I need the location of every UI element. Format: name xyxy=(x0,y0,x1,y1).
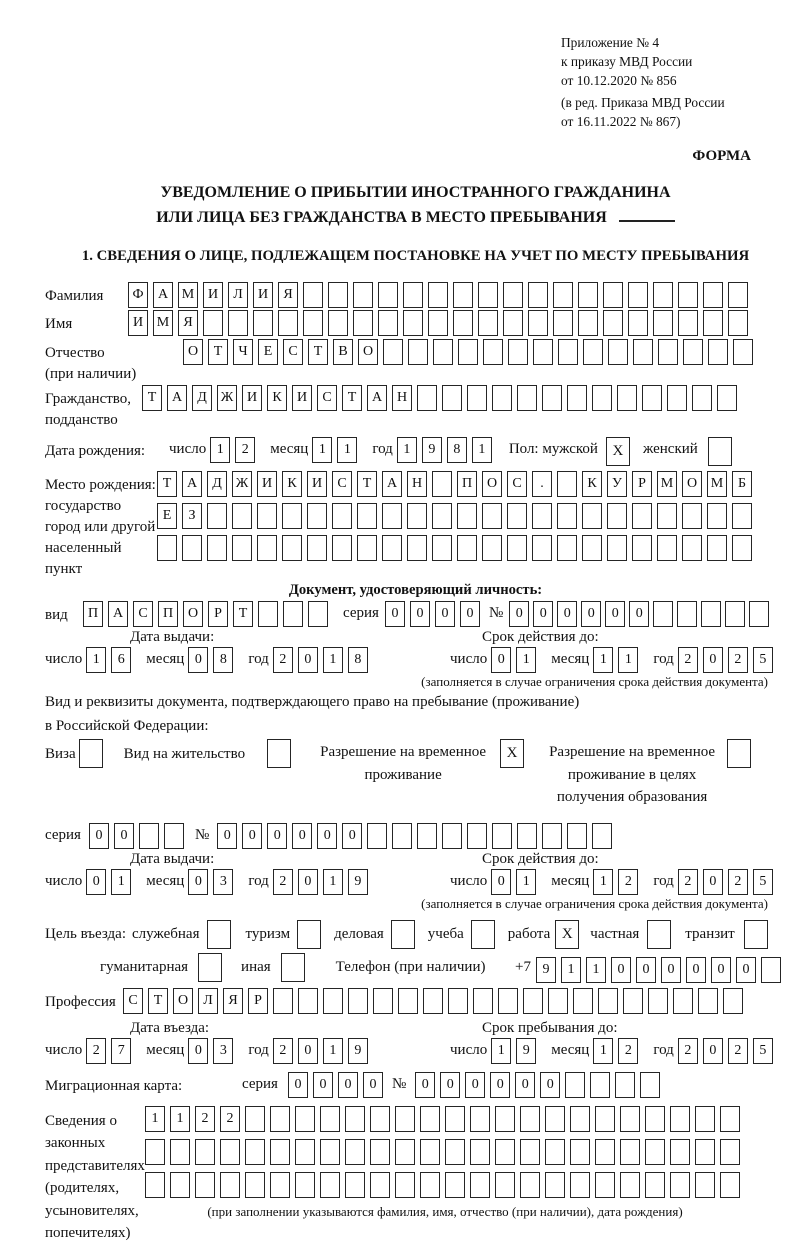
purpose-business-checkbox[interactable] xyxy=(391,920,420,949)
purpose-business-official-checkbox[interactable] xyxy=(207,920,236,949)
representatives-row2-boxes[interactable] xyxy=(145,1139,745,1165)
day-label: число xyxy=(45,1041,83,1058)
birth-place-row2-boxes[interactable]: Е З xyxy=(157,503,757,529)
surname-label: Фамилия xyxy=(45,288,104,305)
purpose-row2 xyxy=(45,953,786,983)
doc-kind-boxes[interactable]: П А С П О Р Т xyxy=(83,601,333,627)
representatives-row3-boxes[interactable] xyxy=(145,1172,745,1198)
migration-card-label: Миграционная карта: xyxy=(45,1077,183,1094)
representatives-note: (при заполнении указываются фамилия, имя, отчество (при наличии), дата рождения) xyxy=(207,1203,683,1219)
id-issue-month-boxes[interactable]: 0 8 xyxy=(188,647,238,673)
patronymic-boxes[interactable]: О Т Ч Е С Т В О xyxy=(183,339,758,365)
stay-until-heading: Срок пребывания до: xyxy=(482,1019,618,1036)
place-blank-line xyxy=(619,208,675,222)
day-label: число xyxy=(450,872,488,889)
visa-option xyxy=(45,739,108,768)
profession-row xyxy=(45,988,786,1014)
birth-year-boxes[interactable]: 1 9 8 1 xyxy=(397,437,497,463)
residence-permit-checkbox[interactable] xyxy=(267,739,296,768)
migration-card-row xyxy=(45,1072,786,1098)
residence-doc-intro1: Вид и реквизиты документа, подтверждающего право на пребывание (проживание) xyxy=(45,694,580,711)
residence-doc-types xyxy=(45,739,786,809)
birth-place-row3-boxes[interactable] xyxy=(157,535,757,561)
visa-checkbox[interactable] xyxy=(79,739,108,768)
form-title-line1: УВЕДОМЛЕНИЕ О ПРИБЫТИИ ИНОСТРАННОГО ГРАЖДАНИНА xyxy=(160,183,671,201)
purpose-tourism-checkbox[interactable] xyxy=(297,920,326,949)
identity-doc-heading: Документ, удостоверяющий личность: xyxy=(288,582,543,599)
id-expiry-month-boxes[interactable]: 1 1 xyxy=(593,647,643,673)
permit-number-label: № xyxy=(194,826,210,843)
citizenship-row xyxy=(45,385,786,431)
permit-expiry-year-boxes[interactable]: 2 0 2 5 xyxy=(678,869,778,895)
day-label: число xyxy=(45,872,83,889)
header-note xyxy=(45,34,786,167)
migcard-number-boxes[interactable]: 0 0 0 0 0 0 xyxy=(415,1072,665,1098)
stay-month-boxes[interactable]: 1 2 xyxy=(593,1038,643,1064)
purpose-label: Цель въезда: xyxy=(45,925,126,942)
edu-permit-option xyxy=(549,739,756,809)
purpose-row1 xyxy=(45,920,786,949)
visa-label: Виза xyxy=(45,746,76,763)
given-name-boxes[interactable]: И М Я xyxy=(128,310,753,336)
year-label: год xyxy=(248,651,269,668)
day-label: число xyxy=(450,1041,488,1058)
surname-boxes[interactable]: Ф А М И Л И Я xyxy=(128,282,753,308)
issue-date-heading: Дата выдачи: xyxy=(130,629,215,646)
stay-day-boxes[interactable]: 1 9 xyxy=(491,1038,541,1064)
sex-male-label: Пол: мужской xyxy=(508,441,598,458)
year-label: год xyxy=(653,872,674,889)
year-label: год xyxy=(653,1041,674,1058)
purpose-transit-checkbox[interactable] xyxy=(744,920,773,949)
migcard-series-label: серия xyxy=(242,1075,278,1092)
profession-boxes[interactable]: С Т О Л Я Р xyxy=(123,988,748,1014)
form-title-line2: ИЛИ ЛИЦА БЕЗ ГРАЖДАНСТВА В МЕСТО ПРЕБЫВАНИЯ xyxy=(45,206,786,231)
form-title xyxy=(45,181,786,231)
forma-label: ФОРМА xyxy=(692,147,751,164)
id-expiry-day-boxes[interactable]: 0 1 xyxy=(491,647,541,673)
given-name-label: Имя xyxy=(45,316,73,333)
purpose-option-label: гуманитарная xyxy=(100,958,189,975)
permit-issue-year-boxes[interactable]: 2 0 1 9 xyxy=(273,869,373,895)
id-issue-day-boxes[interactable]: 1 6 xyxy=(86,647,136,673)
permit-series-label: серия xyxy=(45,826,81,843)
purpose-option-label: иная xyxy=(241,958,271,975)
header-note-line: (в ред. Приказа МВД России xyxy=(561,95,725,111)
purpose-option-label: учеба xyxy=(427,925,464,942)
year-label: год xyxy=(248,1041,269,1058)
entry-date-heading: Дата въезда: xyxy=(130,1019,210,1036)
doc-number-label: № xyxy=(488,605,504,622)
entry-month-boxes[interactable]: 0 3 xyxy=(188,1038,238,1064)
header-note-line: к приказу МВД России xyxy=(561,53,693,69)
purpose-option-label: туризм xyxy=(245,925,291,942)
expiry-date-heading: Срок действия до: xyxy=(482,629,599,646)
birth-date-row xyxy=(45,437,786,466)
year-label: год xyxy=(653,651,674,668)
purpose-other-checkbox[interactable] xyxy=(281,953,310,982)
expiry-note: (заполняется в случае ограничения срока действия документа) xyxy=(421,895,768,911)
birth-place-row1-boxes[interactable]: Т А Д Ж И К И С Т А Н П О С . К У Р М О М Б xyxy=(157,471,757,497)
permit-expiry-day-boxes[interactable]: 0 1 xyxy=(491,869,541,895)
entry-stay-dates xyxy=(45,1020,786,1064)
month-label: месяц xyxy=(551,1041,590,1058)
sex-male-checkbox[interactable]: X xyxy=(606,437,635,466)
year-label: год xyxy=(248,872,269,889)
residence-permit-option xyxy=(124,739,296,768)
permit-number-boxes[interactable]: 0 0 0 0 0 0 xyxy=(217,823,617,849)
doc-series-label: серия xyxy=(343,605,379,622)
month-label: месяц xyxy=(146,651,185,668)
header-note-line: Приложение № 4 xyxy=(561,35,660,50)
residence-doc-series-row xyxy=(45,823,786,849)
expiry-date-heading: Срок действия до: xyxy=(482,850,599,867)
purpose-option-label: частная xyxy=(590,925,640,942)
migcard-number-label: № xyxy=(391,1075,407,1092)
purpose-option-label: транзит xyxy=(685,925,735,942)
residence-doc-intro2: в Российской Федерации: xyxy=(45,718,209,735)
entry-year-boxes[interactable]: 2 0 1 9 xyxy=(273,1038,373,1064)
identity-doc-row xyxy=(45,601,786,627)
permit-issue-day-boxes[interactable]: 0 1 xyxy=(86,869,136,895)
id-expiry-year-boxes[interactable]: 2 0 2 5 xyxy=(678,647,778,673)
edu-permit-checkbox[interactable] xyxy=(727,739,756,768)
day-label: число xyxy=(45,651,83,668)
permit-series-boxes[interactable]: 0 0 xyxy=(89,823,189,849)
birth-day-label: число xyxy=(169,441,207,458)
temp-permit-option xyxy=(320,739,529,786)
expiry-note: (заполняется в случае ограничения срока действия документа) xyxy=(421,674,768,690)
birth-place-block xyxy=(45,471,786,580)
temp-permit-checkbox[interactable]: X xyxy=(500,739,529,768)
header-note-line: от 10.12.2020 № 856 xyxy=(561,72,677,88)
birth-month-label: месяц xyxy=(270,441,309,458)
birth-place-label: Место рождения: государство город или другой населенный пункт xyxy=(45,477,156,578)
representatives-block xyxy=(45,1106,786,1245)
phone-boxes[interactable]: 9 1 1 0 0 0 0 0 0 xyxy=(536,957,786,983)
section1-heading: 1. СВЕДЕНИЯ О ЛИЦЕ, ПОДЛЕЖАЩЕМ ПОСТАНОВКЕ НА УЧЕТ ПО МЕСТУ ПРЕБЫВАНИЯ xyxy=(81,248,750,265)
doc-series-boxes[interactable]: 0 0 0 0 xyxy=(385,601,485,627)
month-label: месяц xyxy=(551,872,590,889)
edu-permit-label: Разрешение на временное проживание в целях получения образования xyxy=(549,744,716,806)
sex-female-label: женский xyxy=(642,441,698,458)
migcard-series-boxes[interactable]: 0 0 0 0 xyxy=(288,1072,388,1098)
permit-expiry-month-boxes[interactable]: 1 2 xyxy=(593,869,643,895)
purpose-work-checkbox[interactable]: X xyxy=(555,920,584,949)
birth-year-label: год xyxy=(372,441,393,458)
patronymic-label: Отчество (при наличии) xyxy=(45,345,137,383)
month-label: месяц xyxy=(551,651,590,668)
month-label: месяц xyxy=(146,1041,185,1058)
birth-date-label: Дата рождения: xyxy=(45,443,146,460)
stay-year-boxes[interactable]: 2 0 2 5 xyxy=(678,1038,778,1064)
identity-doc-dates xyxy=(45,629,786,673)
purpose-humanitarian-checkbox[interactable] xyxy=(198,953,227,982)
temp-permit-label: Разрешение на временное проживание xyxy=(320,744,487,783)
day-label: число xyxy=(450,651,488,668)
entry-day-boxes[interactable]: 2 7 xyxy=(86,1038,136,1064)
representatives-row1-boxes[interactable]: 1 1 2 2 xyxy=(145,1106,745,1132)
phone-label: Телефон (при наличии) xyxy=(335,958,486,975)
purpose-option-label: работа xyxy=(507,925,551,942)
purpose-study-checkbox[interactable] xyxy=(471,920,500,949)
doc-number-boxes[interactable]: 0 0 0 0 0 0 xyxy=(509,601,773,627)
permit-issue-month-boxes[interactable]: 0 3 xyxy=(188,869,238,895)
residence-permit-label: Вид на жительство xyxy=(123,746,246,763)
citizenship-label: Гражданство, подданство xyxy=(45,391,132,429)
header-note-line: от 16.11.2022 № 867) xyxy=(561,114,681,130)
birth-month-boxes[interactable]: 1 1 xyxy=(312,437,362,463)
month-label: месяц xyxy=(146,872,185,889)
representatives-label: Сведения о законных представителях (родителях, усыновителях, попечителях) xyxy=(45,1112,145,1242)
doc-kind-label: вид xyxy=(45,607,68,624)
patronymic-row xyxy=(45,339,786,385)
sex-female-checkbox[interactable] xyxy=(708,437,737,466)
given-name-row xyxy=(45,310,786,336)
surname-row xyxy=(45,282,786,308)
residence-doc-dates xyxy=(45,851,786,895)
purpose-private-checkbox[interactable] xyxy=(647,920,676,949)
phone-prefix: +7 xyxy=(515,958,531,975)
profession-label: Профессия xyxy=(45,993,116,1010)
birth-day-boxes[interactable]: 1 2 xyxy=(210,437,260,463)
purpose-option-label: служебная xyxy=(131,925,200,942)
citizenship-boxes[interactable]: Т А Д Ж И К И С Т А Н xyxy=(142,385,742,411)
purpose-option-label: деловая xyxy=(334,925,384,942)
issue-date-heading: Дата выдачи: xyxy=(130,850,215,867)
id-issue-year-boxes[interactable]: 2 0 1 8 xyxy=(273,647,373,673)
